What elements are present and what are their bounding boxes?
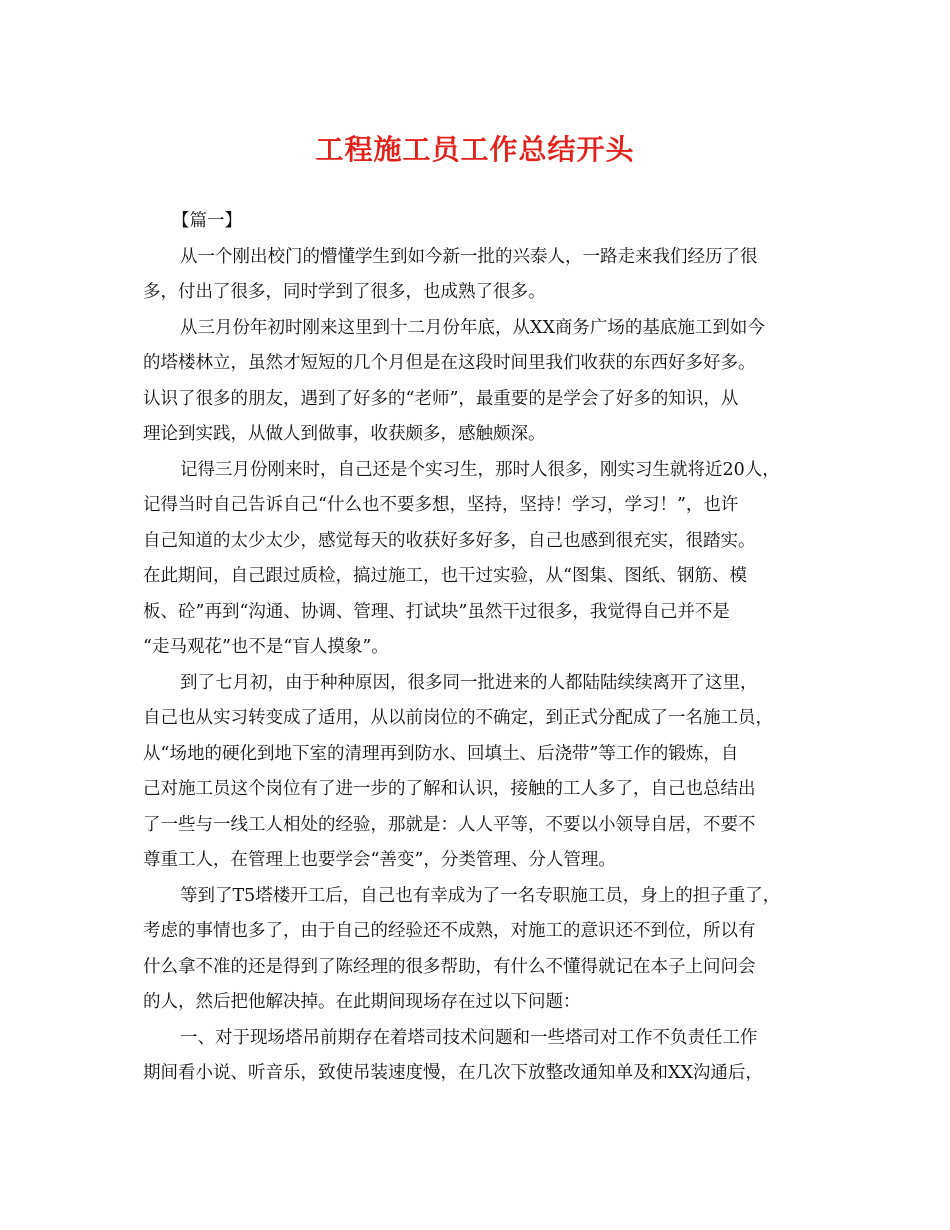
text-line: 尊重工人，在管理上也要学会“善变”，分类管理、分人管理。 <box>143 850 616 870</box>
text-line: 从三月份年初时刚来这里到十二月份年底，从XX商务广场的基底施工到如今 <box>180 318 765 338</box>
text-line: 的人，然后把他解决掉。在此期间现场存在过以下问题： <box>143 992 581 1012</box>
text-line: 一、对于现场塔吊前期存在着塔司技术问题和一些塔司对工作不负责任工作 <box>180 1028 758 1048</box>
text-line: 记得三月份刚来时，自己还是个实习生，那时人很多，刚实习生就将近20人， <box>180 460 780 480</box>
text-line: 认识了很多的朋友，遇到了好多的“老师”，最重要的是学会了好多的知识，从 <box>143 389 739 409</box>
text-line: “走马观花”也不是“盲人摸象”。 <box>143 637 389 657</box>
text-line: 从“场地的硬化到地下室的清理再到防水、回填土、后浇带”等工作的锻炼，自 <box>143 744 739 764</box>
text-line: 什么拿不准的还是得到了陈经理的很多帮助，有什么不懂得就记在本子上问问会 <box>143 957 756 977</box>
text-line: 的塔楼林立，虽然才短短的几个月但是在这段时间里我们收获的东西好多好多。 <box>143 353 756 373</box>
text-line: 自己知道的太少太少，感觉每天的收获好多好多，自己也感到很充实，很踏实。 <box>143 531 756 551</box>
text-line: 等到了T5塔楼开工后，自己也有幸成为了一名专职施工员，身上的担子重了， <box>180 886 781 906</box>
text-line: 期间看小说、听音乐，致使吊装速度慢，在几次下放整改通知单及和XX沟通后， <box>143 1063 763 1083</box>
text-line: 多，付出了很多，同时学到了很多，也成熟了很多。 <box>143 282 546 302</box>
text-line: 考虑的事情也多了，由于自己的经验还不成熟，对施工的意识还不到位，所以有 <box>143 921 756 941</box>
text-line: 在此期间，自己跟过质检，搞过施工，也干过实验，从“图集、图纸、钢筋、模 <box>143 566 747 586</box>
text-line: 记得当时自己告诉自己“什么也不要多想，坚持，坚持！学习，学习！”，也许 <box>143 495 739 515</box>
text-line: 从一个刚出校门的懵懂学生到如今新一批的兴泰人，一路走来我们经历了很 <box>180 247 758 267</box>
text-line: 自己也从实习转变成了适用，从以前岗位的不确定，到正式分配成了一名施工员， <box>143 708 773 728</box>
text-line: 理论到实践，从做人到做事，收获颇多，感触颇深。 <box>143 424 546 444</box>
text-line: 到了七月初，由于种种原因，很多同一批进来的人都陆陆续续离开了这里， <box>180 673 758 693</box>
text-line: 板、砼”再到“沟通、协调、管理、打试块”虽然干过很多，我觉得自己并不是 <box>143 602 730 622</box>
text-line: 己对施工员这个岗位有了进一步的了解和认识，接触的工人多了，自己也总结出 <box>143 779 756 799</box>
text-line: 了一些与一线工人相处的经验，那就是：人人平等，不要以小领导自居，不要不 <box>143 815 756 835</box>
section-heading: 【篇一】 <box>172 211 242 231</box>
document-title: 工程施工员工作总结开头 <box>315 133 635 166</box>
